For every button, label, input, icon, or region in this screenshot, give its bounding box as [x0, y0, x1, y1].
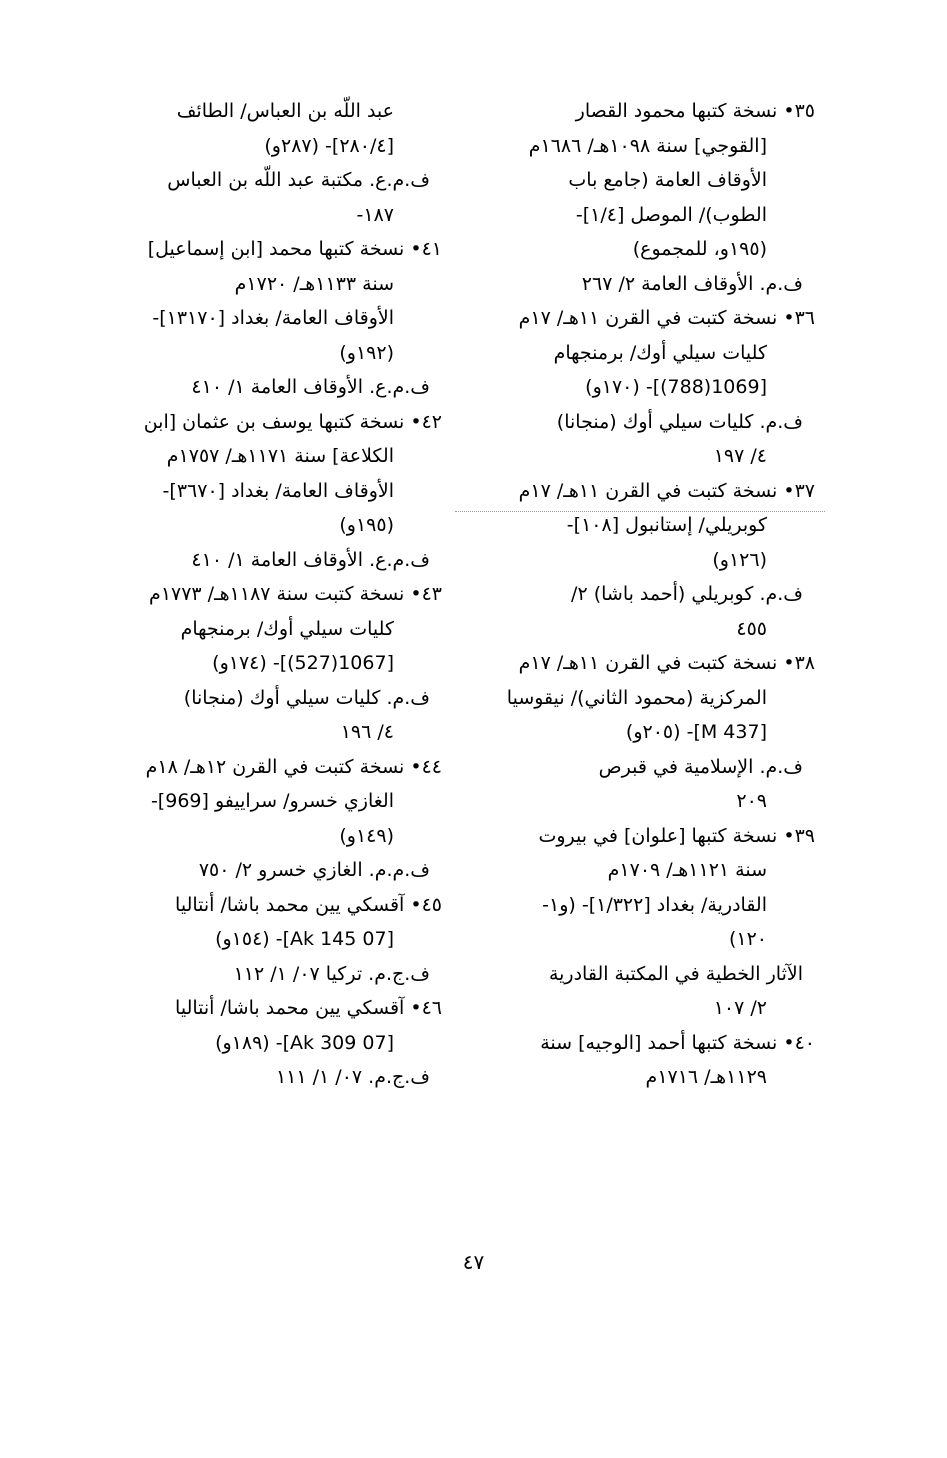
entry-line: ٤/ ١٩٦	[340, 721, 394, 743]
entry-line: الطوب)/ الموصل [١/٤]-	[575, 203, 767, 226]
entry-line: [07 Ak 309]- (١٨٩و)	[215, 1031, 394, 1054]
entry-line: كوبريلي/ إستانبول [١٠٨]-	[566, 514, 767, 536]
entry-heading: ٣٦• نسخة كتبت في القرن ١١هـ/ ١٧م	[518, 307, 815, 329]
entry-heading: ٤٥• آقسكي يين محمد باشا/ أنتاليا	[175, 893, 442, 916]
left-column	[92, 94, 442, 1095]
entry-line: الكلاعة] سنة ١١٧١هـ/ ١٧٥٧م	[166, 445, 394, 467]
entry-line: سنة ١١٣٣هـ/ ١٧٢٠م	[234, 272, 394, 295]
entry-line: ٢/ ١٠٧	[713, 997, 767, 1019]
entry-reference: ف.م.ع. مكتبة عبد اللّه بن العباس	[167, 169, 430, 191]
entry-line: [07 Ak 145]- (١٥٤و)	[215, 928, 394, 950]
entry-line: ٢٠٩	[736, 790, 767, 812]
catalog-entry	[92, 750, 442, 888]
entry-line: كليات سيلي أوك/ برمنجهام	[180, 617, 394, 640]
catalog-entry	[465, 474, 815, 647]
entry-line: الأوقاف العامة/ بغداد [٣٦٧٠]-	[162, 479, 394, 502]
entry-reference: ف.م.م. الغازي خسرو ٢/ ٧٥٠	[198, 859, 430, 881]
right-column	[465, 94, 815, 1095]
catalog-entry	[92, 94, 442, 232]
entry-line: ١١٢٩هـ/ ١٧١٦م	[645, 1066, 767, 1088]
entry-reference: ف.م. كليات سيلي أوك (منجانا)	[183, 686, 430, 709]
entry-line: (١٩٢و)	[339, 341, 394, 364]
catalog-entry	[92, 991, 442, 1095]
entry-line: [٢٨٠/٤]- (٢٨٧و)	[264, 134, 394, 157]
entry-heading: ٤١• نسخة كتبها محمد [ابن إسماعيل]	[147, 238, 442, 260]
entry-reference: ف.م. كوبريلي (أحمد باشا) ٢/	[571, 583, 803, 605]
catalog-entry	[92, 405, 442, 578]
entry-line: ٤٥٥	[736, 617, 767, 640]
entry-reference: ف.ج.م. ٠٧/ ١/ ١١١	[275, 1066, 430, 1088]
entry-line: [القوجي] سنة ١٠٩٨هـ/ ١٦٨٦م	[528, 134, 767, 157]
entry-line: (١٩٥و)	[339, 514, 394, 536]
catalog-entry	[465, 94, 815, 301]
entry-heading: ٤٣• نسخة كتبت سنة ١١٨٧هـ/ ١٧٧٣م	[149, 583, 442, 605]
catalog-entry	[92, 888, 442, 992]
entry-reference: ف.م.ع. الأوقاف العامة ١/ ٤١٠	[191, 548, 430, 571]
entry-line: كليات سيلي أوك/ برمنجهام	[553, 341, 767, 364]
entry-line: القادرية/ بغداد [١/٣٢٢]- (و١-	[542, 893, 767, 916]
catalog-entry	[465, 1026, 815, 1095]
entry-line: سنة ١١٢١هـ/ ١٧٠٩م	[607, 859, 767, 881]
entry-line: عبد اللّه بن العباس/ الطائف	[176, 100, 394, 122]
entry-heading: ٤٢• نسخة كتبها يوسف بن عثمان [ابن	[143, 410, 442, 433]
entry-line: (١٢٦و)	[712, 548, 767, 571]
entry-line: الأوقاف العامة/ بغداد [١٣١٧٠]-	[152, 307, 394, 329]
entry-reference: ف.م. الأوقاف العامة ٢/ ٢٦٧	[581, 272, 803, 295]
entry-heading: ٤٤• نسخة كتبت في القرن ١٢هـ/ ١٨م	[145, 755, 442, 778]
catalog-entry	[92, 232, 442, 405]
page-number: ٤٧	[462, 1250, 485, 1274]
entry-reference: ف.ج.م. تركيا ٠٧/ ١/ ١١٢	[233, 962, 430, 985]
entry-reference: الآثار الخطية في المكتبة القادرية	[548, 962, 803, 985]
entry-line: [1067(527)]- (١٧٤و)	[212, 652, 394, 674]
entry-line: المركزية (محمود الثاني)/ نيقوسيا	[506, 686, 767, 709]
entry-line: (١٤٩و)	[339, 824, 394, 847]
entry-line: ١٨٧-	[356, 203, 394, 226]
entry-reference: ف.م. كليات سيلي أوك (منجانا)	[556, 410, 803, 433]
catalog-entry	[465, 646, 815, 819]
entry-line: الغازي خسرو/ سراييفو [969]-	[150, 790, 394, 812]
entry-reference: ف.م.ع. الأوقاف العامة ١/ ٤١٠	[191, 376, 430, 398]
entry-reference: ف.م. الإسلامية في قبرص	[598, 755, 803, 778]
entry-line: (١٩٥و، للمجموع)	[632, 238, 767, 260]
entry-heading: ٤٠• نسخة كتبها أحمد [الوجيه] سنة	[540, 1031, 815, 1054]
divider	[455, 511, 825, 512]
entry-heading: ٤٦• آقسكي يين محمد باشا/ أنتاليا	[175, 997, 442, 1019]
entry-line: [M 437]- (٢٠٥و)	[625, 721, 767, 743]
entry-heading: ٣٥• نسخة كتبها محمود القصار	[575, 100, 815, 122]
catalog-entry	[465, 301, 815, 474]
entry-line: الأوقاف العامة (جامع باب	[568, 169, 767, 191]
entry-line: [1069(788)]- (١٧٠و)	[585, 376, 767, 398]
catalog-entry	[465, 819, 815, 1026]
entry-heading: ٣٨• نسخة كتبت في القرن ١١هـ/ ١٧م	[518, 652, 815, 674]
entry-heading: ٣٩• نسخة كتبها [علوان] في بيروت	[538, 824, 815, 847]
entry-heading: ٣٧• نسخة كتبت في القرن ١١هـ/ ١٧م	[518, 479, 815, 502]
catalog-entry	[92, 577, 442, 750]
entry-line: ٤/ ١٩٧	[713, 445, 767, 467]
entry-line: ١٢٠)	[728, 928, 767, 950]
